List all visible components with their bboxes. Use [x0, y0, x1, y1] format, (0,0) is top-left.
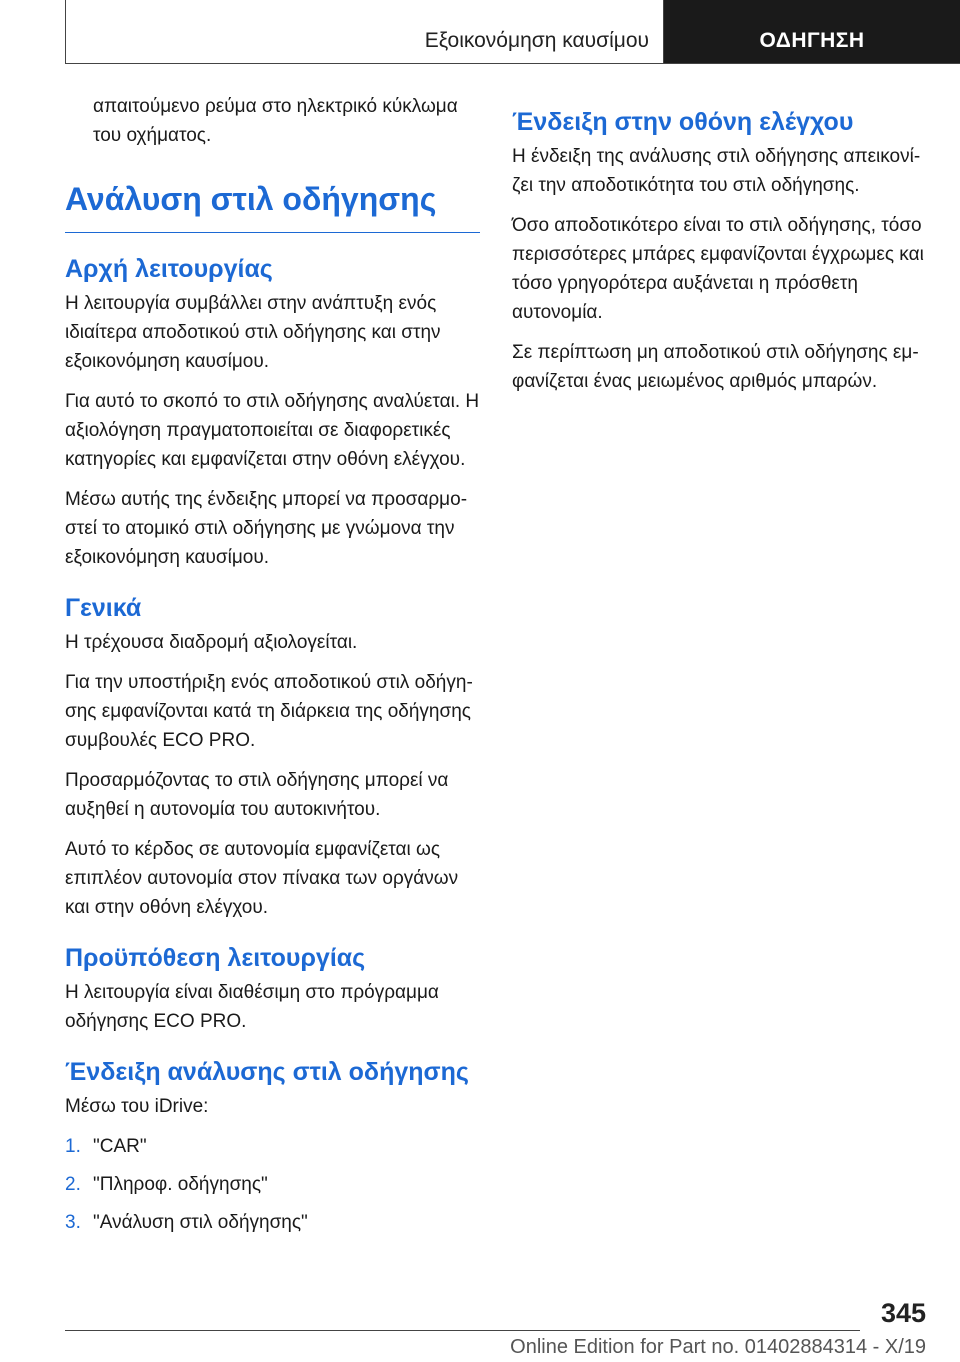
step-number: 1.: [65, 1136, 81, 1157]
paragraph: Προσαρμόζοντας το στιλ οδήγησης μπορεί να αυξηθεί η αυτονομία του αυτοκινήτου.: [65, 770, 449, 820]
footer-divider: [65, 1330, 860, 1331]
step-number: 3.: [65, 1212, 81, 1233]
paragraph: Σε περίπτωση μη αποδοτικού στιλ οδήγησης εμφανίζεται ένας μειωμένος αριθμός μπαρών.: [512, 342, 919, 392]
header-chapter-tab: ΟΔΗΓΗΣΗ: [664, 0, 960, 63]
edition-note: Online Edition for Part no. 01402884314 - X/19: [510, 1336, 926, 1358]
section-heading-general: Γενικά: [65, 594, 142, 622]
paragraph: Η τρέχουσα διαδρομή αξιολογείται.: [65, 632, 358, 653]
section-heading-principle: Αρχή λειτουργίας: [65, 255, 273, 283]
paragraph: Μέσω αυτής της ένδειξης μπορεί να προσαρμοστεί το ατομικό στιλ οδήγησης με γνώμονα την εξοικονόμηση καυσίμου.: [65, 489, 468, 568]
paragraph: Η λειτουργία είναι διαθέσιμη στο πρόγραμμα οδήγησης ECO PRO.: [65, 982, 439, 1032]
page-number: 345: [880, 1298, 926, 1328]
step-text: "Πληροφ. οδήγησης": [93, 1174, 268, 1195]
paragraph: Αυτό το κέρδος σε αυτονομία εμφανίζεται ως επιπλέον αυτονομία στον πίνακα των οργάνων και στην οθόνη ελέγχου.: [65, 839, 459, 918]
chapter-heading: Ανάλυση στιλ οδήγησης: [65, 180, 480, 233]
paragraph: Η ένδειξη της ανάλυσης στιλ οδήγησης απεικονίζει την αποδοτικότητα του στιλ οδήγησης.: [512, 146, 921, 196]
right-column: [512, 92, 927, 407]
section-heading-display: Ένδειξη ανάλυσης στιλ οδήγησης: [65, 1058, 469, 1086]
intro-paragraph: απαιτούμενο ρεύμα στο ηλεκτρικό κύκλωμα του οχήματος.: [93, 96, 458, 146]
paragraph: Για αυτό το σκοπό το στιλ οδήγησης αναλύεται. Η αξιολόγηση πραγματοποιείται σε διαφορετικές κατηγορίες και εμφανίζεται στην οθόνη ελέγχου.: [65, 391, 480, 470]
step-number: 2.: [65, 1174, 81, 1195]
list-item: [65, 1170, 480, 1199]
paragraph: Μέσω του iDrive:: [65, 1096, 209, 1117]
paragraph: Η λειτουργία συμβάλλει στην ανάπτυξη ενός ιδιαίτερα αποδοτικού στιλ οδήγησης και στην εξοικονόμηση καυσίμου.: [65, 293, 441, 372]
paragraph: Για την υποστήριξη ενός αποδοτικού στιλ οδήγησης εμφανίζονται κατά τη διάρκεια της οδήγησης συμβουλές ECO PRO.: [65, 672, 473, 751]
paragraph: Όσο αποδοτικότερο είναι το στιλ οδήγησης, τόσο περισσότερες μπάρες εμφανίζονται έγχρωμες και τόσο γρηγορότερα αυξάνεται η πρόσθετη αυτονομία.: [512, 215, 924, 323]
steps-list: [65, 1132, 480, 1237]
section-heading-prerequisite: Προϋπόθεση λειτουργίας: [65, 944, 366, 972]
list-item: [65, 1132, 480, 1161]
section-heading-control-display: Ένδειξη στην οθόνη ελέγχου: [512, 108, 854, 136]
list-item: [65, 1208, 480, 1237]
step-text: "CAR": [93, 1136, 147, 1157]
page-header: [65, 0, 960, 64]
header-section-title: Εξοικονόμηση καυσίμου: [66, 0, 664, 63]
left-column: [65, 92, 480, 1246]
step-text: "Ανάλυση στιλ οδήγησης": [93, 1212, 308, 1233]
